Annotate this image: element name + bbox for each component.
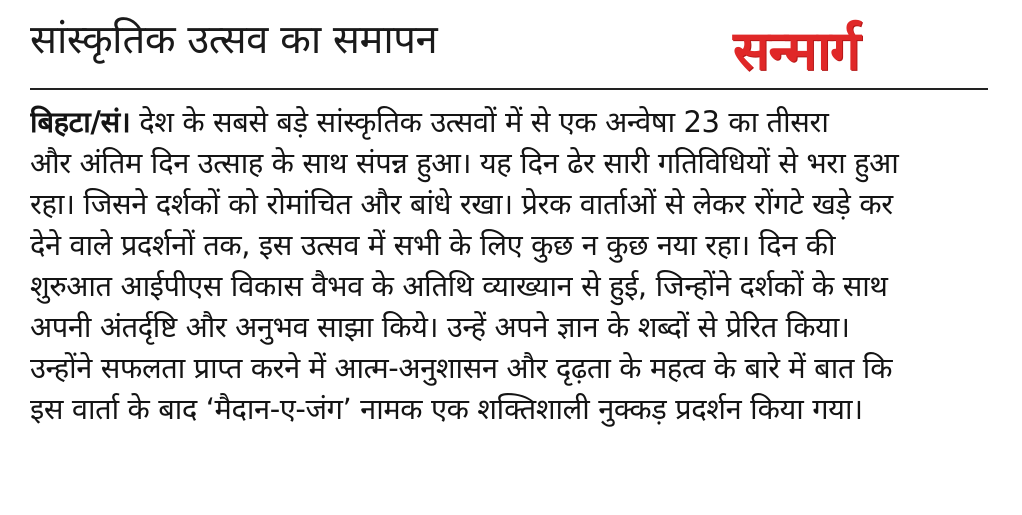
article-body [30, 102, 994, 430]
article-line: इस वार्ता के बाद ‘मैदान-ए-जंग’ नामक एक शक्तिशाली नुक्कड़ प्रदर्शन किया गया। [30, 392, 863, 426]
article-line: उन्होंने सफलता प्राप्त करने में आत्म-अनुशासन और दृढ़ता के महत्व के बारे में बात कि [30, 351, 893, 385]
divider [30, 88, 988, 90]
headline: सांस्कृतिक उत्सव का समापन [30, 17, 438, 63]
article-line: रहा। जिसने दर्शकों को रोमांचित और बांधे रखा। प्रेरक वार्ताओं से लेकर रोंगटे खड़े कर [30, 187, 893, 221]
article-line: अपनी अंतर्दृष्टि और अनुभव साझा किये। उन्हें अपने ज्ञान के शब्दों से प्रेरित किया। [30, 310, 850, 344]
newspaper-logo: सन्मार्ग [733, 19, 860, 82]
article-line [30, 102, 994, 143]
article-line: और अंतिम दिन उत्साह के साथ संपन्न हुआ। यह दिन ढेर सारी गतिविधियों से भरा हुआ [30, 146, 899, 180]
article-line: देने वाले प्रदर्शनों तक, इस उत्सव में सभी के लिए कुछ न कुछ नया रहा। दिन की [30, 228, 836, 262]
dateline: बिहटा/सं। [30, 105, 131, 139]
article-line-text: देश के सबसे बड़े सांस्कृतिक उत्सवों में से एक अन्वेषा 23 का तीसरा [130, 105, 829, 139]
article-line: शुरुआत आईपीएस विकास वैभव के अतिथि व्याख्यान से हुई, जिन्होंने दर्शकों के साथ [30, 269, 888, 303]
